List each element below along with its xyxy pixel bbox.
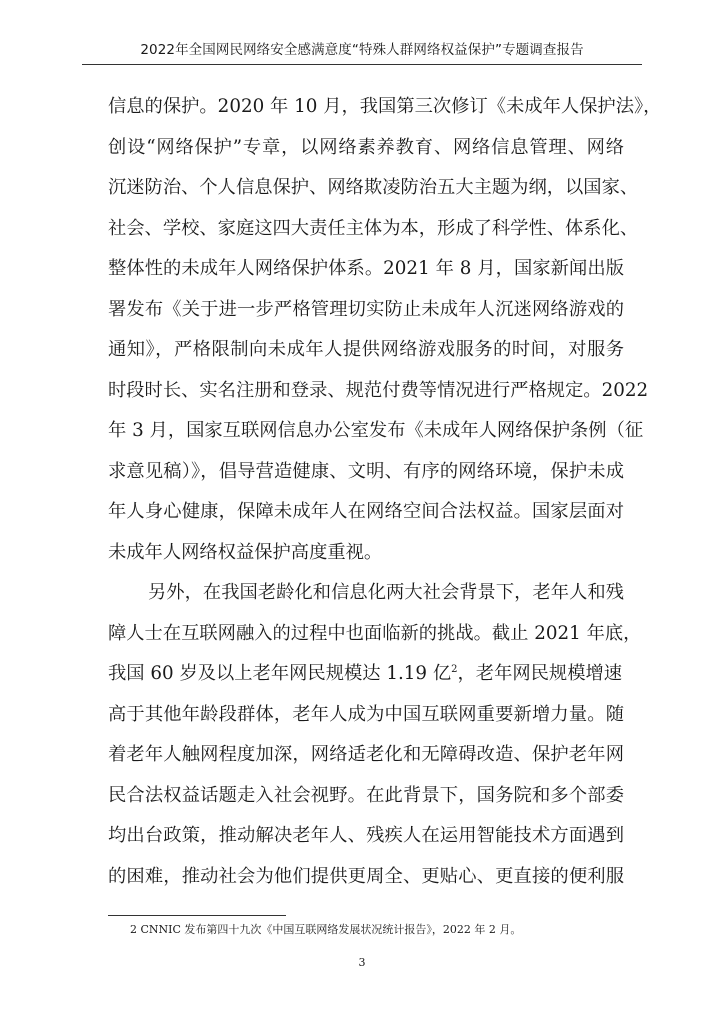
body-line: 民合法权益话题走入社会视野。在此背景下，国务院和多个部委 xyxy=(108,785,624,806)
body-line: 创设“网络保护”专章，以网络素养教育、网络信息管理、网络 xyxy=(108,137,624,158)
body-line: 高于其他年龄段群体，老年人成为中国互联网重要新增力量。随 xyxy=(108,704,624,725)
page-header-title: 2022年全国网民网络安全感满意度“特殊人群网络权益保护”专题调查报告 xyxy=(140,42,584,58)
footnote-divider xyxy=(108,915,286,916)
body-line: 未成年人网络权益保护高度重视。 xyxy=(108,542,383,563)
body-line: 署发布《关于进一步严格管理切实防止未成年人沉迷网络游戏的 xyxy=(108,299,624,320)
body-line: 另外，在我国老龄化和信息化两大社会背景下，老年人和残 xyxy=(148,582,624,603)
body-line: 沉迷防治、个人信息保护、网络欺凌防治五大主题为纲，以国家、 xyxy=(108,177,639,198)
body-line: 求意见稿）》，倡导营造健康、文明、有序的网络环境，保护未成 xyxy=(108,461,624,482)
body-line: 着老年人触网程度加深，网络适老化和无障碍改造、保护老年网 xyxy=(108,744,624,765)
body-line: 社会、学校、家庭这四大责任主体为本，形成了科学性、体系化、 xyxy=(108,218,639,239)
body-line: 障人士在互联网融入的过程中也面临新的挑战。截止 2021 年底， xyxy=(108,623,642,644)
body-line: 信息的保护。2020 年 10 月，我国第三次修订《未成年人保护法》， xyxy=(108,96,662,117)
page-number: 3 xyxy=(358,956,366,969)
body-line: 年 3 月，国家互联网信息办公室发布《未成年人网络保护条例（征 xyxy=(108,420,644,441)
body-line: 的困难，推动社会为他们提供更周全、更贴心、更直接的便利服 xyxy=(108,866,624,887)
body-line: 时段时长、实名注册和登录、规范付费等情况进行严格规定。2022 xyxy=(108,380,649,401)
body-text: ，老年网民规模增速 xyxy=(457,663,623,684)
footnote-reference[interactable]: 2 xyxy=(451,663,458,675)
header-divider xyxy=(82,64,642,65)
body-line: 年人身心健康，保障未成年人在网络空间合法权益。国家层面对 xyxy=(108,501,624,522)
body-line: 通知》，严格限制向未成年人提供网络游戏服务的时间，对服务 xyxy=(108,339,624,360)
body-line-with-footnote xyxy=(108,659,624,689)
body-line: 整体性的未成年人网络保护体系。2021 年 8 月，国家新闻出版 xyxy=(108,258,624,279)
footnote-text: 2 CNNIC 发布第四十九次《中国互联网络发展状况统计报告》，2022 年 2 月。 xyxy=(130,923,522,936)
body-line: 均出台政策，推动解决老年人、残疾人在运用智能技术方面遇到 xyxy=(108,825,624,846)
body-text: 我国 60 岁及以上老年网民规模达 1.19 亿 xyxy=(108,663,452,684)
